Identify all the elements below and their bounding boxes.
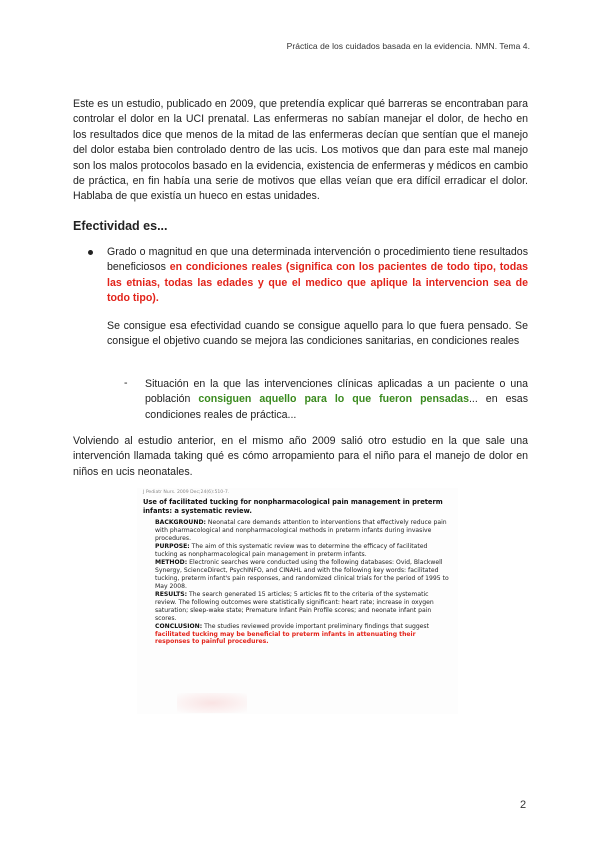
abstract-purpose (155, 543, 450, 559)
bullet-highlight-red: en condiciones reales (significa con los pacientes de todo tipo, todas las etnias, todas las edades y que el medico que aplique la intervencion sea de todo tipo). (107, 261, 528, 305)
conclusion-highlight-red: facilitated tucking may be beneficial to preterm infants in attenuating their responses to painful procedures. (155, 630, 416, 646)
background-text: Neonatal care demands attention to interventions that effectively reduce pain with pharmacological and nonpharmacological methods in preterm infants during invasive procedures. (155, 519, 447, 543)
background-label: BACKGROUND: (155, 519, 206, 527)
bullet-dot-icon (88, 250, 93, 255)
abstract-background (155, 519, 450, 543)
abstract-title: Use of facilitated tucking for nonpharmacological pain management in preterm infants: a systematic review. (143, 498, 443, 515)
dash-text (145, 377, 528, 423)
purpose-text: The aim of this systematic review was to determine the efficacy of facilitated tucking as nonpharmacological pain management in preterm infants. (155, 543, 428, 558)
embedded-abstract-image (137, 488, 458, 714)
bullet-plain-text: Grado o magnitud en que una determinada intervención o procedimiento tiene resultados beneficiosos (107, 246, 528, 274)
scan-smudge (177, 693, 247, 713)
page-number: 2 (520, 799, 527, 811)
conclusion-text: The studies reviewed provide important preliminary findings that suggest (202, 622, 429, 630)
dash-marker: - (124, 377, 128, 389)
abstract-results (155, 591, 450, 623)
abstract-body (155, 519, 450, 646)
dash-highlight-green: consiguen aquello para lo que fueron pensadas (198, 393, 469, 406)
conclusion-label: CONCLUSION: (155, 622, 203, 630)
bullet-text (107, 245, 528, 307)
dash-text-before: Situación en la que las intervenciones clínicas aplicadas a un paciente o una población (145, 378, 528, 406)
abstract-method (155, 559, 450, 591)
running-header: Práctica de los cuidados basada en la evidencia. NMN. Tema 4. (286, 41, 530, 51)
method-text: Electronic searches were conducted using the following databases: Ovid, Blackwell Synergy, ScienceDirect, PsychINFO, and CINAHL and with the following key words: facilitated tucking, preterm infant's pain responses, and randomized clinical trials for the period of 1995 to May 2008. (155, 558, 449, 590)
followup-paragraph: Volviendo al estudio anterior, en el mismo año 2009 salió otro estudio en la que sale una intervención llamada taking qué es cómo arropamiento para el niño para el manejo de dolor en niños en ucis neonatales. (73, 435, 528, 478)
abstract-citation: J Pediatr Nurs. 2009 Dec;24(6):510-7. (143, 490, 230, 495)
results-label: RESULTS: (155, 590, 188, 598)
intro-paragraph: Este es un estudio, publicado en 2009, que pretendía explicar qué barreras se encontraban para controlar el dolor en la UCI prenatal. Las enfermeras no sabían manejar el dolor, de hecho en los resultados dice que menos de la mitad de las enfermeras decían que sentían que el manejo del dolor estaba bien controlado dentro de las ucis. Los motivos que dan para este mal manejo son los malos protocolos basado en la evidencia, existencia de enfermeras y médicos en cambio de práctica, en fin había una serie de motivos que ellas veían que era difícil erradicar el dolor. Hablaba de que existía un hueco en estas unidades. (73, 98, 528, 203)
purpose-label: PURPOSE: (155, 543, 190, 551)
sub-paragraph: Se consigue esa efectividad cuando se consigue aquello para lo que fuera pensado. Se consigue el objetivo cuando se mejora las condiciones sanitarias, en condiciones reales (107, 320, 528, 348)
section-heading: Efectividad es... (73, 219, 168, 233)
abstract-conclusion (155, 623, 450, 647)
dash-text-after: ... en esas condiciones reales de práctica... (145, 393, 528, 421)
method-label: METHOD: (155, 558, 188, 566)
results-text: The search generated 15 articles; 5 articles fit to the criteria of the systematic review. The following outcomes were statistically significant: heart rate; increase in oxygen saturation; sleep-wake state; Premature Infant Pain Profile scores; and neonate infant pain scores. (155, 590, 434, 622)
